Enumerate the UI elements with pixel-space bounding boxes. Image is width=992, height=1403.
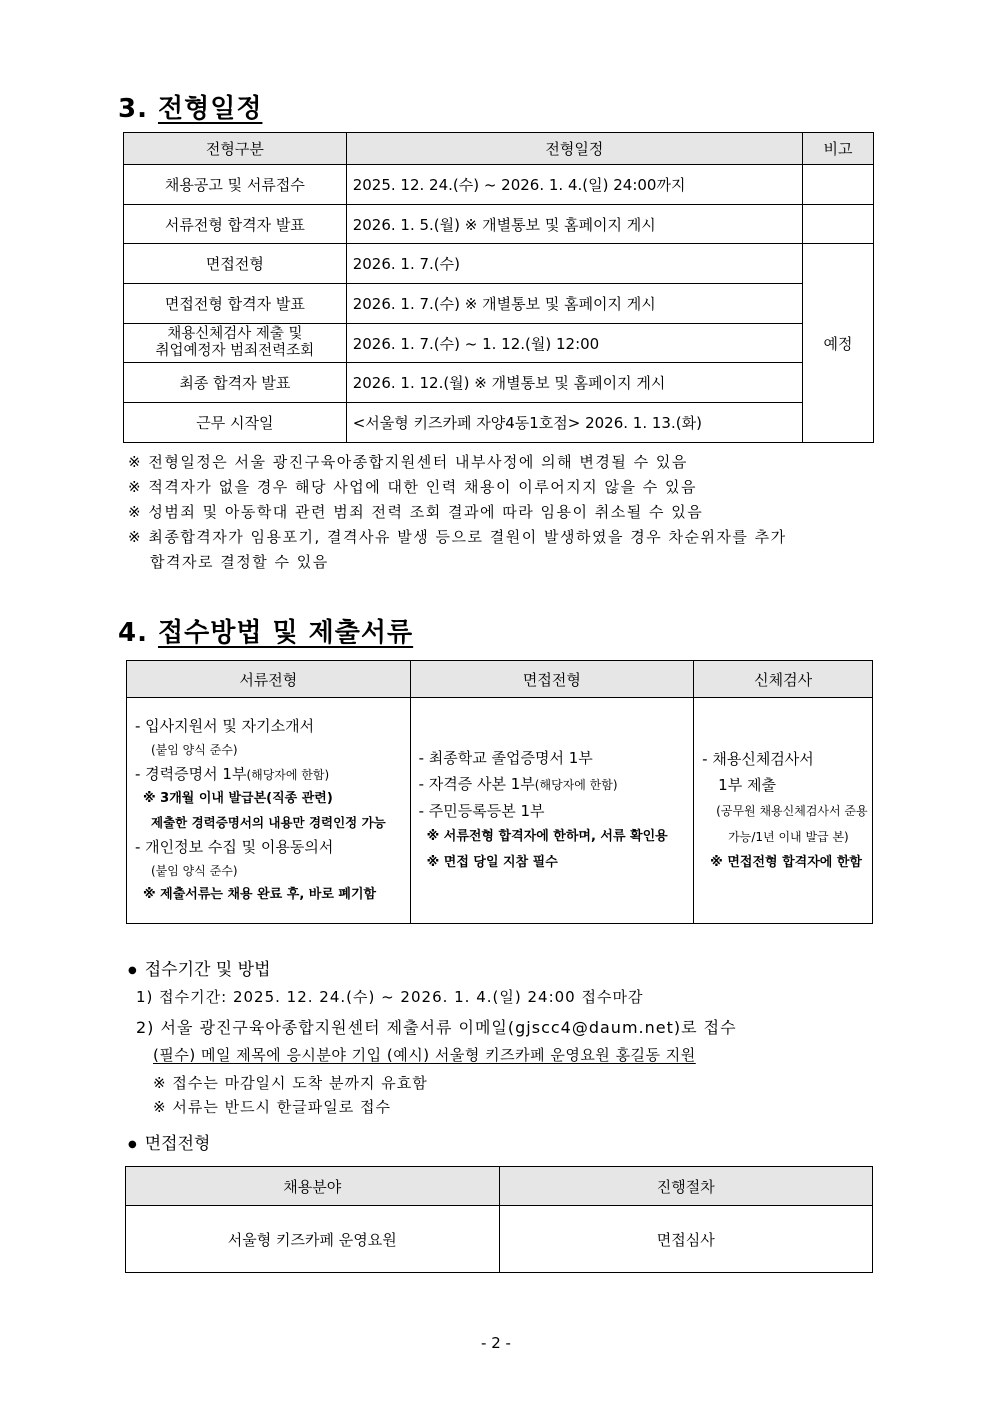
schedule-header-row bbox=[124, 133, 874, 165]
receipt-note: ※ 접수는 마감일시 도착 분까지 유효함 bbox=[153, 1074, 428, 1092]
page-number: - 2 - bbox=[481, 1334, 511, 1352]
doc-subnote: (붙임 양식 준수) bbox=[151, 864, 238, 878]
table-row bbox=[124, 165, 874, 205]
table-row bbox=[126, 1206, 873, 1273]
doc-item bbox=[135, 762, 410, 787]
table-row bbox=[124, 403, 874, 443]
table-row bbox=[124, 363, 874, 403]
bullet-icon: ● bbox=[128, 1138, 137, 1150]
note-cell bbox=[803, 204, 874, 244]
stage-cell: 서류전형 합격자 발표 bbox=[124, 204, 347, 244]
date-cell: 2025. 12. 24.(수) ~ 2026. 1. 4.(일) 24:00까지 bbox=[346, 165, 802, 205]
receipt-required-line: (필수) 메일 제목에 응시분야 기입 (예시) 서울형 키즈카페 운영요원 홍길동 지원 bbox=[153, 1046, 696, 1064]
section-3-title bbox=[118, 88, 262, 125]
note-cell bbox=[803, 165, 874, 205]
receipt-heading bbox=[128, 955, 271, 980]
doc-bold-note: ※ 면접 당일 지참 필수 bbox=[426, 855, 558, 870]
date-cell: 2026. 1. 7.(수) ※ 개별통보 및 홈페이지 게시 bbox=[346, 284, 802, 324]
doc-subnote: 가능/1년 이내 발급 본) bbox=[728, 829, 849, 844]
note-line: ※ 적격자가 없을 경우 해당 사업에 대한 인력 채용이 이루어지지 않을 수 있음 bbox=[128, 478, 697, 496]
note-line: 합격자로 결정할 수 있음 bbox=[150, 553, 329, 571]
receipt-heading-text: 접수기간 및 방법 bbox=[144, 960, 271, 980]
receipt-line: 2) 서울 광진구육아종합지원센터 제출서류 이메일(gjscc4@daum.net)로 접수 bbox=[136, 1018, 737, 1037]
interview-header-row bbox=[126, 1167, 873, 1206]
stage-cell: 최종 합격자 발표 bbox=[124, 363, 347, 403]
date-cell: 2026. 1. 7.(수) bbox=[346, 244, 802, 284]
doc-item-qualifier: (해당자에 한함) bbox=[246, 768, 330, 782]
medical-docs-cell bbox=[694, 698, 873, 924]
stage-line: 취업예정자 범죄전력조회 bbox=[155, 343, 315, 360]
bullet-icon: ● bbox=[128, 964, 137, 976]
section-4-number: 4. bbox=[118, 618, 148, 648]
interview-heading-text: 면접전형 bbox=[144, 1134, 211, 1154]
doc-item-text: - 자격증 사본 1부 bbox=[418, 775, 535, 793]
stage-cell: 면접전형 bbox=[124, 244, 347, 284]
header-document-screening: 서류전형 bbox=[127, 661, 411, 698]
table-row bbox=[124, 204, 874, 244]
date-cell: 2026. 1. 12.(월) ※ 개별통보 및 홈페이지 게시 bbox=[346, 363, 802, 403]
stage-cell: 근무 시작일 bbox=[124, 403, 347, 443]
doc-bold-note: ※ 서류전형 합격자에 한하며, 서류 확인용 bbox=[426, 829, 668, 844]
documents-row bbox=[127, 698, 873, 924]
section-3-heading: 전형일정 bbox=[157, 94, 263, 124]
header-procedure: 진행절차 bbox=[499, 1167, 873, 1206]
doc-item: - 최종학교 졸업증명서 1부 bbox=[418, 749, 593, 767]
doc-item-qualifier: (해당자에 한함) bbox=[534, 778, 618, 792]
section-4-heading: 접수방법 및 제출서류 bbox=[157, 618, 414, 648]
merged-note-cell: 예정 bbox=[803, 244, 874, 442]
header-field: 채용분야 bbox=[126, 1167, 500, 1206]
section-4-title bbox=[118, 612, 413, 649]
header-stage: 전형구분 bbox=[124, 133, 347, 165]
document-screening-cell bbox=[127, 698, 411, 924]
doc-bold-note: ※ 3개월 이내 발급본(직종 관련) bbox=[143, 791, 333, 806]
doc-item: - 주민등록등본 1부 bbox=[418, 802, 545, 820]
doc-subnote: (붙임 양식 준수) bbox=[151, 743, 238, 757]
note-line: ※ 최종합격자가 임용포기, 결격사유 발생 등으로 결원이 발생하였을 경우 차순위자를 추가 bbox=[128, 528, 787, 546]
header-medical-check: 신체검사 bbox=[694, 661, 873, 698]
section-3-number: 3. bbox=[118, 94, 148, 124]
interview-docs-cell bbox=[410, 698, 694, 924]
field-cell: 서울형 키즈카페 운영요원 bbox=[126, 1206, 500, 1273]
doc-item: - 입사지원서 및 자기소개서 bbox=[135, 717, 315, 735]
stage-cell: 채용공고 및 서류접수 bbox=[124, 165, 347, 205]
interview-table bbox=[125, 1166, 873, 1273]
note-line: ※ 성범죄 및 아동학대 관련 범죄 전력 조회 결과에 따라 임용이 취소될 수 있음 bbox=[128, 503, 704, 521]
date-cell: 2026. 1. 5.(월) ※ 개별통보 및 홈페이지 게시 bbox=[346, 204, 802, 244]
doc-item: - 채용신체검사서 bbox=[702, 749, 814, 768]
stage-line: 채용신체검사 제출 및 bbox=[167, 326, 303, 343]
schedule-table bbox=[123, 132, 874, 443]
documents-table bbox=[126, 660, 873, 924]
documents-header-row bbox=[127, 661, 873, 698]
table-row bbox=[124, 284, 874, 324]
header-interview: 면접전형 bbox=[410, 661, 694, 698]
doc-item: - 개인정보 수집 및 이용동의서 bbox=[135, 838, 334, 856]
header-schedule: 전형일정 bbox=[346, 133, 802, 165]
doc-item-text: - 경력증명서 1부 bbox=[135, 765, 247, 783]
doc-bold-note: ※ 제출서류는 채용 완료 후, 바로 폐기함 bbox=[143, 887, 377, 902]
doc-bold-note: ※ 면접전형 합격자에 한함 bbox=[710, 854, 862, 870]
schedule-notes bbox=[128, 450, 787, 575]
procedure-cell: 면접심사 bbox=[499, 1206, 873, 1273]
doc-item bbox=[419, 771, 694, 798]
header-note: 비고 bbox=[803, 133, 874, 165]
doc-subnote: (공무원 채용신체검사서 준용 bbox=[716, 803, 868, 818]
table-row bbox=[124, 244, 874, 284]
stage-cell bbox=[124, 323, 347, 363]
interview-heading bbox=[128, 1129, 210, 1154]
table-row bbox=[124, 323, 874, 363]
receipt-line: 1) 접수기간: 2025. 12. 24.(수) ~ 2026. 1. 4.(일) 24:00 접수마감 bbox=[136, 988, 644, 1006]
note-line: ※ 전형일정은 서울 광진구육아종합지원센터 내부사정에 의해 변경될 수 있음 bbox=[128, 453, 688, 471]
date-cell: <서울형 키즈카페 자양4동1호점> 2026. 1. 13.(화) bbox=[346, 403, 802, 443]
doc-item: 1부 제출 bbox=[718, 775, 776, 794]
date-cell: 2026. 1. 7.(수) ~ 1. 12.(월) 12:00 bbox=[346, 323, 802, 363]
doc-bold-note: 제출한 경력증명서의 내용만 경력인정 가능 bbox=[151, 815, 386, 830]
stage-cell: 면접전형 합격자 발표 bbox=[124, 284, 347, 324]
receipt-note: ※ 서류는 반드시 한글파일로 접수 bbox=[153, 1098, 392, 1116]
